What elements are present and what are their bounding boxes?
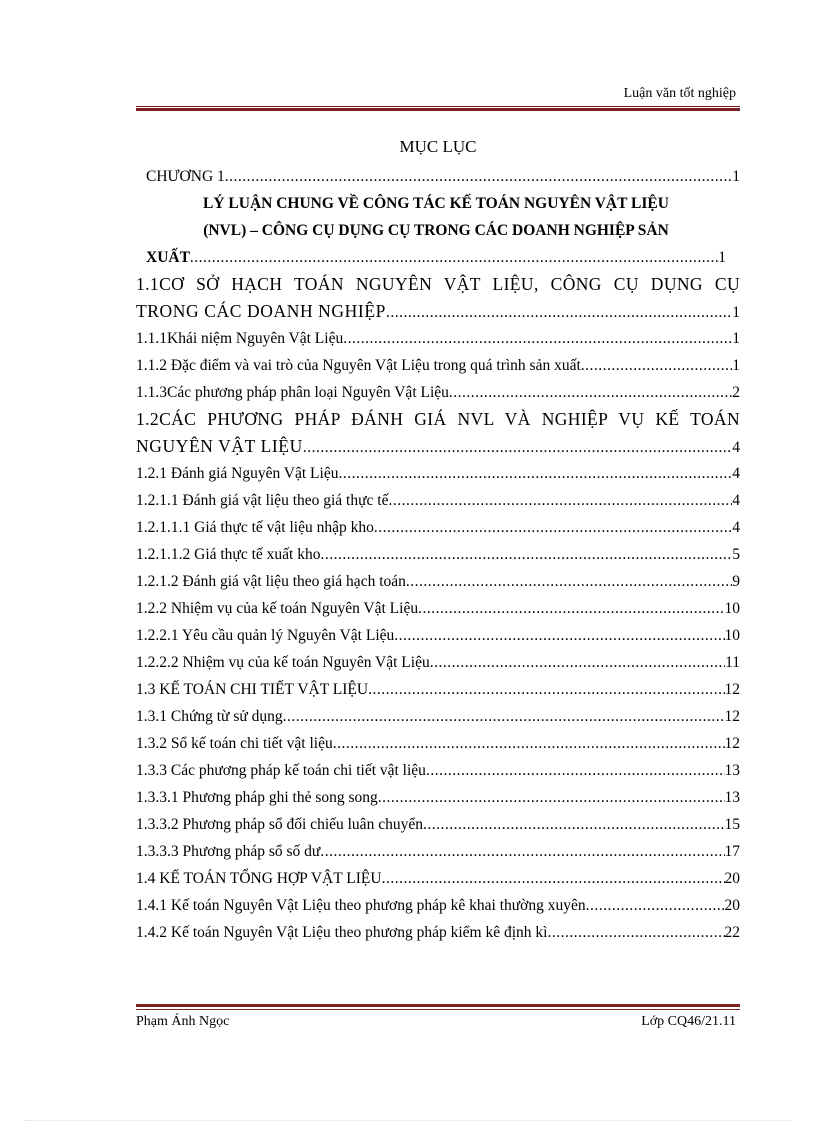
toc-leader-dots (388, 487, 732, 514)
toc-title: MỤC LỤC (399, 137, 477, 156)
toc-entry-label: CHƯƠNG 1 (146, 168, 225, 185)
footer-rule-thick (136, 1004, 740, 1007)
toc-leader-dots (586, 892, 725, 919)
toc-leader-dots (547, 919, 724, 946)
toc-entry[interactable] (136, 541, 740, 568)
section-1-1-line-1: 1.1CƠ SỞ HẠCH TOÁN NGUYÊN VẬT LIỆU, CÔNG CỤ DỤNG CỤ (136, 274, 740, 294)
toc-entry-label: 1.1.2 Đặc điểm và vai trò của Nguyên Vật Liệu trong quá trình sản xuất (136, 357, 581, 374)
chapter-title-line-2: (NVL) – CÔNG CỤ DỤNG CỤ TRONG CÁC DOANH NGHIỆP SẢN (203, 222, 669, 239)
section-1-2-line-2: NGUYÊN VẬT LIỆU (136, 436, 303, 456)
toc-leader-dots (378, 784, 725, 811)
toc-entry-page: 11 (725, 654, 740, 671)
page-bottom-edge (24, 1120, 792, 1121)
toc-entry[interactable] (136, 892, 740, 919)
toc-leader-dots (225, 163, 732, 190)
toc-entry-label: 1.3.3.2 Phương pháp sổ đối chiếu luân chuyển (136, 816, 423, 833)
toc-entry-page: 1 (732, 330, 740, 347)
toc-entry-label: 1.3.3.3 Phương pháp sổ số dư (136, 843, 321, 860)
toc-entry-label: 1.3.2 Sổ kế toán chi tiết vật liệu (136, 735, 333, 752)
chapter-title-line-1: LÝ LUẬN CHUNG VỀ CÔNG TÁC KẾ TOÁN NGUYÊN VẬT LIỆU (203, 195, 669, 212)
toc-entry[interactable] (136, 730, 740, 757)
toc-entry-label: 1.2.1.1 Đánh giá vật liệu theo giá thực tế (136, 492, 389, 509)
toc-entry-label: 1.3.1 Chứng từ sử dụng (136, 708, 283, 725)
toc-leader-dots (343, 325, 732, 352)
toc-entry-page: 4 (732, 492, 740, 509)
footer-author: Phạm Ánh Ngọc (136, 1014, 230, 1029)
toc-leader-dots (190, 244, 718, 271)
header-rule-thin (136, 106, 740, 107)
toc-entry-page: 10 (724, 627, 740, 644)
toc-entry[interactable] (136, 487, 740, 514)
toc-entry[interactable] (136, 919, 740, 946)
toc-entry-page: 20 (724, 870, 740, 887)
toc-entry-label: 1.3.3 Các phương pháp kế toán chi tiết vật liệu (136, 762, 426, 779)
toc-entry-page: 12 (724, 708, 740, 725)
header-text: Luận văn tốt nghiệp (623, 86, 736, 101)
toc-entry[interactable] (136, 325, 740, 352)
toc-leader-dots (320, 838, 724, 865)
toc-entry-page: 22 (724, 924, 740, 941)
toc-leader-dots (449, 379, 732, 406)
toc-entry-page: 1 (718, 249, 726, 266)
toc-entry-page: 5 (732, 546, 740, 563)
toc-entry[interactable] (136, 703, 740, 730)
toc-entry[interactable] (136, 379, 740, 406)
toc-entry-chapter-1[interactable] (136, 163, 740, 190)
toc-entry[interactable] (136, 649, 740, 676)
toc-leader-dots (303, 434, 732, 461)
toc-leader-dots (426, 757, 725, 784)
toc-entry-label: 1.3.3.1 Phương pháp ghi thẻ song song (136, 789, 378, 806)
toc-entry-page: 20 (724, 897, 740, 914)
toc-leader-dots (283, 703, 725, 730)
toc-entry-label: 1.4.1 Kế toán Nguyên Vật Liệu theo phương pháp kê khai thường xuyên (136, 897, 586, 914)
toc-leader-dots (394, 622, 724, 649)
toc-entry[interactable] (136, 757, 740, 784)
toc-leader-dots (382, 865, 725, 892)
toc-entry[interactable] (136, 460, 740, 487)
toc-entry-page: 4 (732, 465, 740, 482)
toc-entry-label: 1.1.1Khái niệm Nguyên Vật Liệu (136, 330, 344, 347)
toc-entry-page: 4 (732, 439, 740, 456)
footer-class: Lớp CQ46/21.11 (641, 1014, 736, 1029)
toc-leader-dots (423, 811, 725, 838)
toc-entry-page: 13 (724, 762, 740, 779)
toc-entry-page: 1 (732, 357, 740, 374)
toc-entry[interactable] (136, 514, 740, 541)
toc-entry-label: 1.4.2 Kế toán Nguyên Vật Liệu theo phương pháp kiểm kê định kì (136, 924, 548, 941)
toc-entry[interactable] (136, 622, 740, 649)
table-of-contents (136, 135, 740, 946)
toc-entry[interactable] (136, 568, 740, 595)
toc-entry-label: 1.4 KẾ TOÁN TỔNG HỢP VẬT LIỆU (136, 870, 382, 887)
toc-entry-label: 1.1.3Các phương pháp phân loại Nguyên Vật Liệu (136, 384, 449, 401)
toc-entry-page: 12 (724, 735, 740, 752)
footer-rule-thin (136, 1009, 740, 1010)
toc-entry-label: 1.2.1 Đánh giá Nguyên Vật Liệu (136, 465, 339, 482)
section-1-1-line-2: TRONG CÁC DOANH NGHIỆP (136, 301, 386, 321)
toc-entry[interactable] (136, 811, 740, 838)
toc-leader-dots (418, 595, 724, 622)
toc-entry-page: 12 (724, 681, 740, 698)
toc-entry-page: 2 (732, 384, 740, 401)
toc-entry-label: 1.2.2.1 Yêu cầu quản lý Nguyên Vật Liệu (136, 627, 395, 644)
toc-entry-page: 15 (724, 816, 740, 833)
toc-entry-page: 9 (732, 573, 740, 590)
toc-entry-label: 1.2.1.1.1 Giá thực tế vật liệu nhập kho (136, 519, 374, 536)
toc-entry-label: 1.2.1.2 Đánh giá vật liệu theo giá hạch toán (136, 573, 406, 590)
chapter-title-line-3: XUẤT (146, 249, 190, 266)
toc-entry[interactable] (136, 838, 740, 865)
header-rule-thick (136, 108, 740, 111)
toc-leader-dots (386, 299, 732, 326)
toc-entry-label: 1.3 KẾ TOÁN CHI TIẾT VẬT LIỆU (136, 681, 369, 698)
toc-entry-chapter-title[interactable] (136, 190, 740, 271)
toc-leader-dots (320, 541, 732, 568)
toc-entry-label: 1.2.2 Nhiệm vụ của kế toán Nguyên Vật Liệu (136, 600, 419, 617)
toc-entry-page: 10 (724, 600, 740, 617)
toc-entry-section-1-1[interactable] (136, 271, 740, 325)
toc-entry-page: 1 (732, 168, 740, 185)
toc-entry-section-1-2[interactable] (136, 406, 740, 460)
toc-leader-dots (338, 460, 732, 487)
toc-entry[interactable] (136, 865, 740, 892)
toc-entry-page: 4 (732, 519, 740, 536)
toc-entry-page: 1 (732, 304, 740, 321)
toc-entry-label: 1.2.2.2 Nhiệm vụ của kế toán Nguyên Vật Liệu (136, 654, 430, 671)
toc-leader-dots (581, 352, 732, 379)
toc-entry-page: 13 (724, 789, 740, 806)
toc-leader-dots (430, 649, 725, 676)
section-1-2-line-1: 1.2CÁC PHƯƠNG PHÁP ĐÁNH GIÁ NVL VÀ NGHIỆP VỤ KẾ TOÁN (136, 409, 740, 429)
toc-leader-dots (406, 568, 732, 595)
toc-leader-dots (374, 514, 732, 541)
toc-leader-dots (368, 676, 724, 703)
toc-entry-page: 17 (724, 843, 740, 860)
toc-entry[interactable] (136, 352, 740, 379)
toc-entry[interactable] (136, 595, 740, 622)
toc-entry-label: 1.2.1.1.2 Giá thực tế xuất kho (136, 546, 321, 563)
toc-leader-dots (333, 730, 725, 757)
toc-entry[interactable] (136, 676, 740, 703)
toc-entry[interactable] (136, 784, 740, 811)
